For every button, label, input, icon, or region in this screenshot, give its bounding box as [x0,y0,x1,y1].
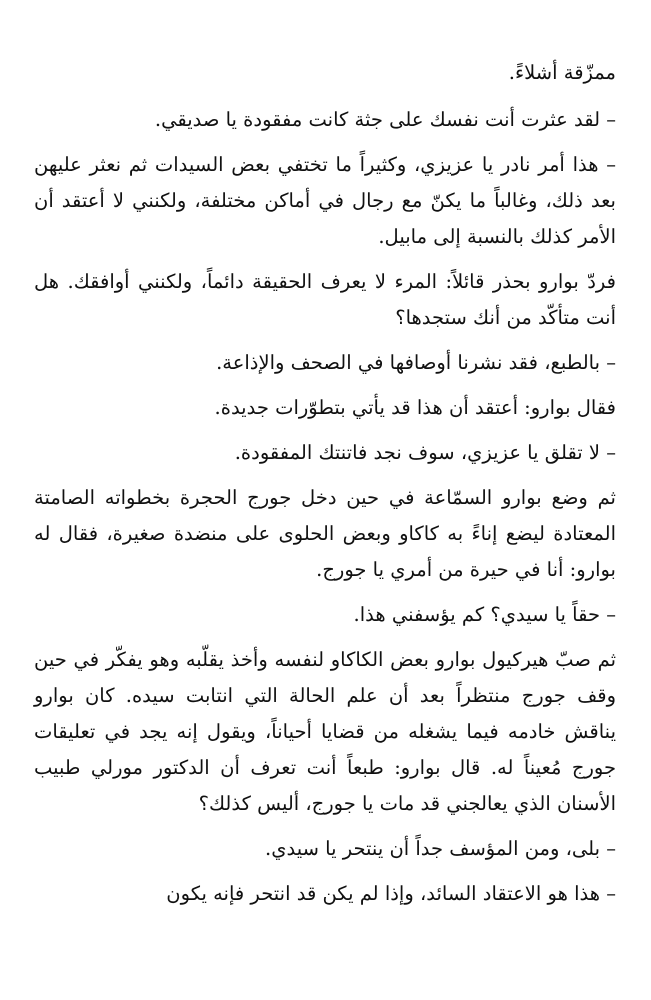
paragraph-12: – هذا هو الاعتقاد السائد، وإذا لم يكن قد انتحر فإنه يكون [166,882,616,905]
paragraph-6: فقال بوارو: أعتقد أن هذا قد يأتي بتطوّرات جديدة. [214,396,616,419]
paragraph-4: فردّ بوارو بحذر قائلاً: المرء لا يعرف الحقيقة دائماً، ولكنني أوافقك. هل أنت متأكّد من أنك ستجدها؟ [34,270,616,329]
paragraph-9: – حقاً يا سيدي؟ كم يؤسفني هذا. [353,603,616,626]
paragraph-2: – لقد عثرت أنت نفسك على جثة كانت مفقودة يا صديقي. [154,108,616,131]
paragraph-7: – لا تقلق يا عزيزي، سوف نجد فاتنتك المفقودة. [234,441,616,464]
paragraph-11: – بلى، ومن المؤسف جداً أن ينتحر يا سيدي. [265,837,616,860]
paragraph-5: – بالطبع، فقد نشرنا أوصافها في الصحف والإذاعة. [216,351,616,374]
paragraph-10: ثم صبّ هيركيول بوارو بعض الكاكاو لنفسه وأخذ يقلّبه وهو يفكّر في حين وقف جورج منتظراً بعد أن علم الحالة التي انتابت سيده. كان بوارو يناقش خادمه فيما يشغله من قضايا أحياناً، ويقول إنه يجد في تعليقات جورج مُعيناً له. قال بوارو: طبعاً أنت تعرف أن الدكتور مورلي طبيب الأسنان الذي يعالجني قد مات يا جورج، أليس كذلك؟ [34,648,616,815]
paragraph-1: ممزّقة أشلاءً. [508,61,616,84]
paragraph-8: ثم وضع بوارو السمّاعة في حين دخل جورج الحجرة بخطواته الصامتة المعتادة ليضع إناءً به كاكاو وبعض الحلوى على منضدة صغيرة، فقال له بوارو: أنا في حيرة من أمري يا جورج. [34,486,616,581]
paragraph-3: – هذا أمر نادر يا عزيزي، وكثيراً ما تختفي بعض السيدات ثم نعثر عليهن بعد ذلك، وغالباً ما يكنّ مع رجال في أماكن مختلفة، ولكنني لا أعتقد أن الأمر كذلك بالنسبة إلى مابيل. [34,153,616,248]
book-page [34,55,616,912]
